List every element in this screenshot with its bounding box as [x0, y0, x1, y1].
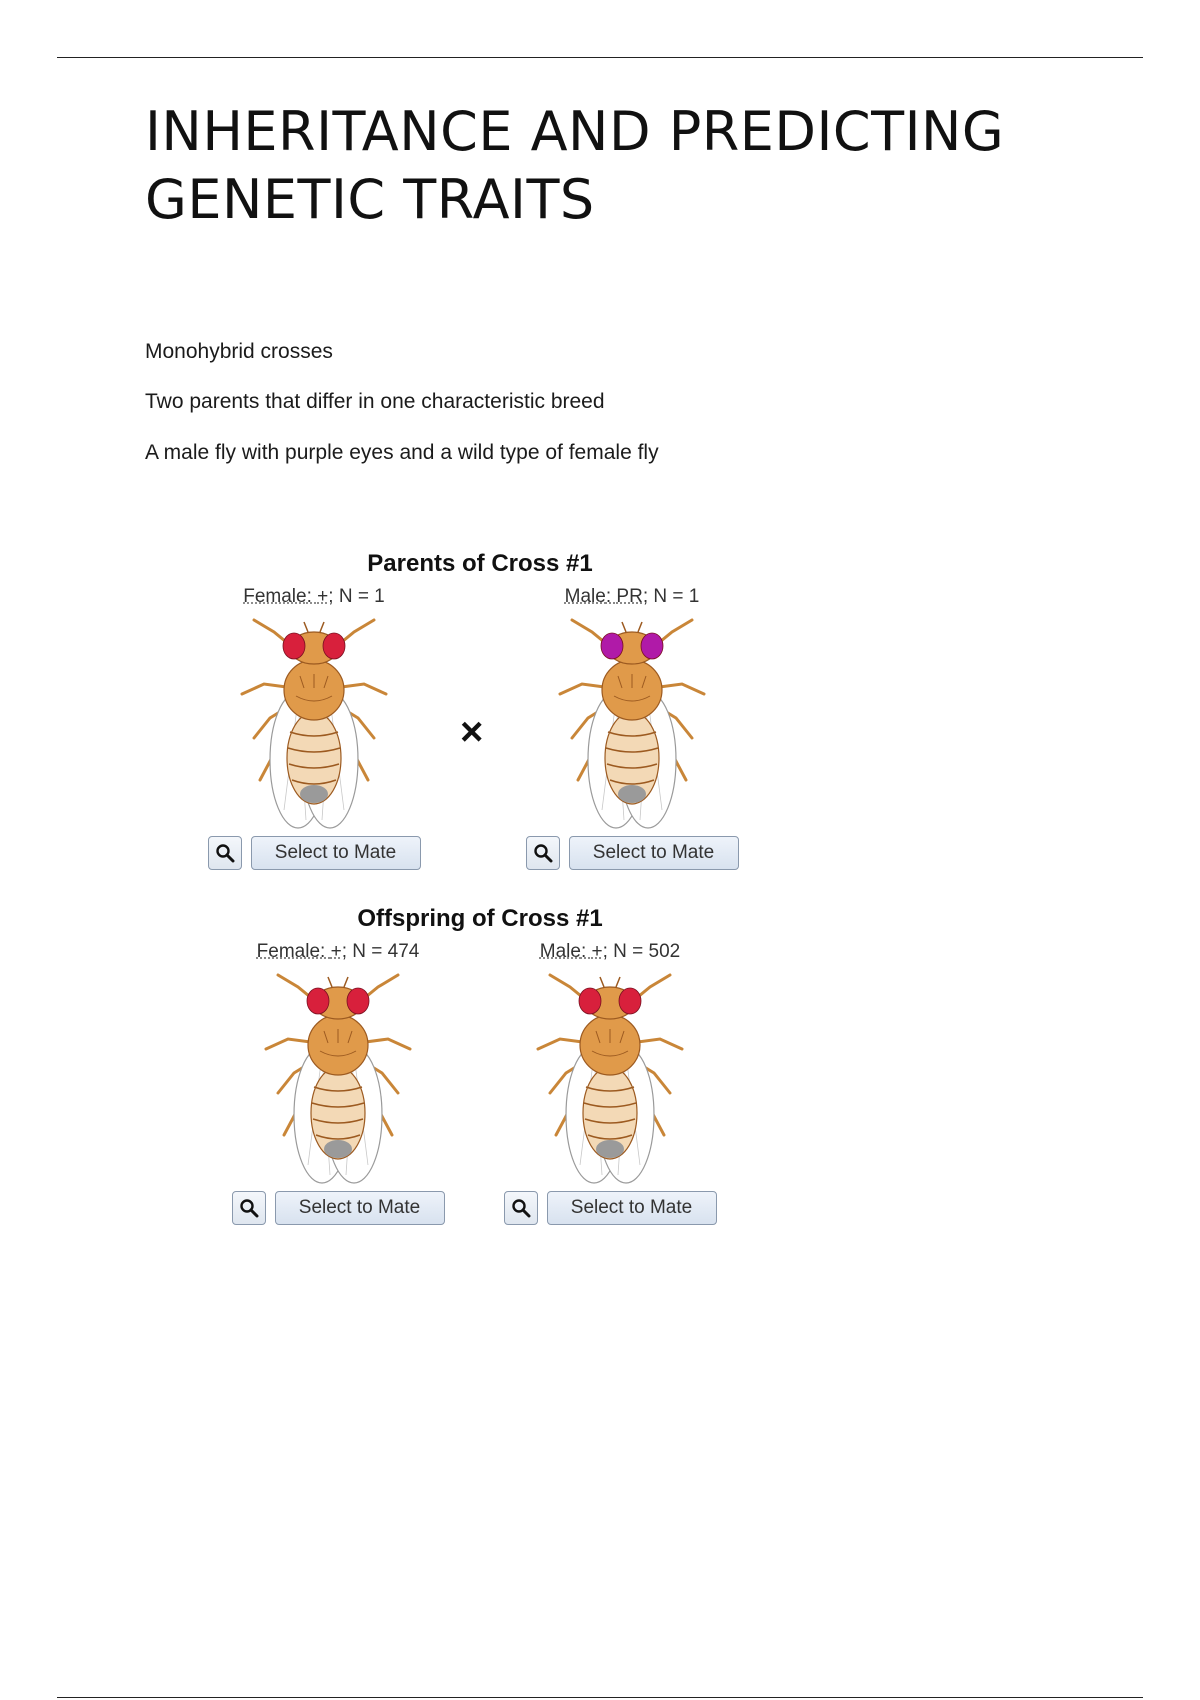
offspring-female-genotype[interactable]: +: [330, 941, 342, 962]
bottom-rule: [57, 1697, 1143, 1698]
select-to-mate-button[interactable]: Select to Mate: [569, 836, 739, 870]
offspring-male-sex[interactable]: Male: [539, 941, 581, 962]
parent-male-colon: ;: [642, 586, 654, 607]
offspring-female-controls: [218, 1191, 458, 1225]
magnifier-icon[interactable]: [504, 1191, 538, 1225]
document-title: INHERITANCE AND PREDICTING GENETIC TRAITS: [145, 100, 1005, 231]
parent-male-sep: :: [605, 586, 617, 607]
parent-female-genotype[interactable]: +: [317, 586, 329, 607]
offspring-heading: Offspring of Cross #1: [357, 905, 603, 932]
paragraph-1: Monohybrid crosses: [145, 340, 333, 363]
select-to-mate-button[interactable]: Select to Mate: [547, 1191, 717, 1225]
parent-male-sex[interactable]: Male: [564, 586, 606, 607]
offspring-female-colon: ;: [341, 941, 353, 962]
paragraph-3: A male fly with purple eyes and a wild type of female fly: [145, 441, 659, 464]
magnifier-icon[interactable]: [526, 836, 560, 870]
top-rule: [57, 57, 1143, 58]
offspring-female-sep: :: [320, 941, 331, 962]
offspring-male-controls: [490, 1191, 730, 1225]
offspring-male-count: N = 502: [613, 941, 681, 962]
offspring-female-label: [218, 941, 458, 965]
fly-illustration: [542, 610, 722, 830]
parent-female-controls: [194, 836, 434, 870]
parent-female-sex[interactable]: Female: [243, 586, 307, 607]
offspring-male-genotype[interactable]: +: [591, 941, 603, 962]
parent-male-count: N = 1: [653, 586, 700, 607]
offspring-male-colon: ;: [602, 941, 614, 962]
parent-female-colon: ;: [328, 586, 339, 607]
parent-male-controls: [512, 836, 752, 870]
parent-female-sep: :: [306, 586, 318, 607]
offspring-female-cell: [218, 941, 458, 1225]
paragraph-2: Two parents that differ in one characteristic breed: [145, 390, 605, 413]
parents-heading: Parents of Cross #1: [367, 550, 593, 577]
fly-cross-figure: [180, 540, 780, 1240]
parent-female-count: N = 1: [338, 586, 385, 607]
parent-male-genotype[interactable]: PR: [616, 586, 643, 607]
select-to-mate-button[interactable]: Select to Mate: [251, 836, 421, 870]
fly-illustration: [224, 610, 404, 830]
offspring-female-count: N = 474: [352, 941, 420, 962]
parent-male-cell: [512, 586, 752, 870]
select-to-mate-button[interactable]: Select to Mate: [275, 1191, 445, 1225]
cross-symbol: ×: [460, 710, 484, 754]
magnifier-icon[interactable]: [208, 836, 242, 870]
parent-male-label: [512, 586, 752, 610]
offspring-male-cell: [490, 941, 730, 1225]
offspring-female-sex[interactable]: Female: [256, 941, 321, 962]
fly-illustration: [520, 965, 700, 1185]
offspring-male-label: [490, 941, 730, 965]
fly-illustration: [248, 965, 428, 1185]
offspring-male-sep: :: [580, 941, 592, 962]
parent-female-label: [194, 586, 434, 610]
parent-female-cell: [194, 586, 434, 870]
magnifier-icon[interactable]: [232, 1191, 266, 1225]
